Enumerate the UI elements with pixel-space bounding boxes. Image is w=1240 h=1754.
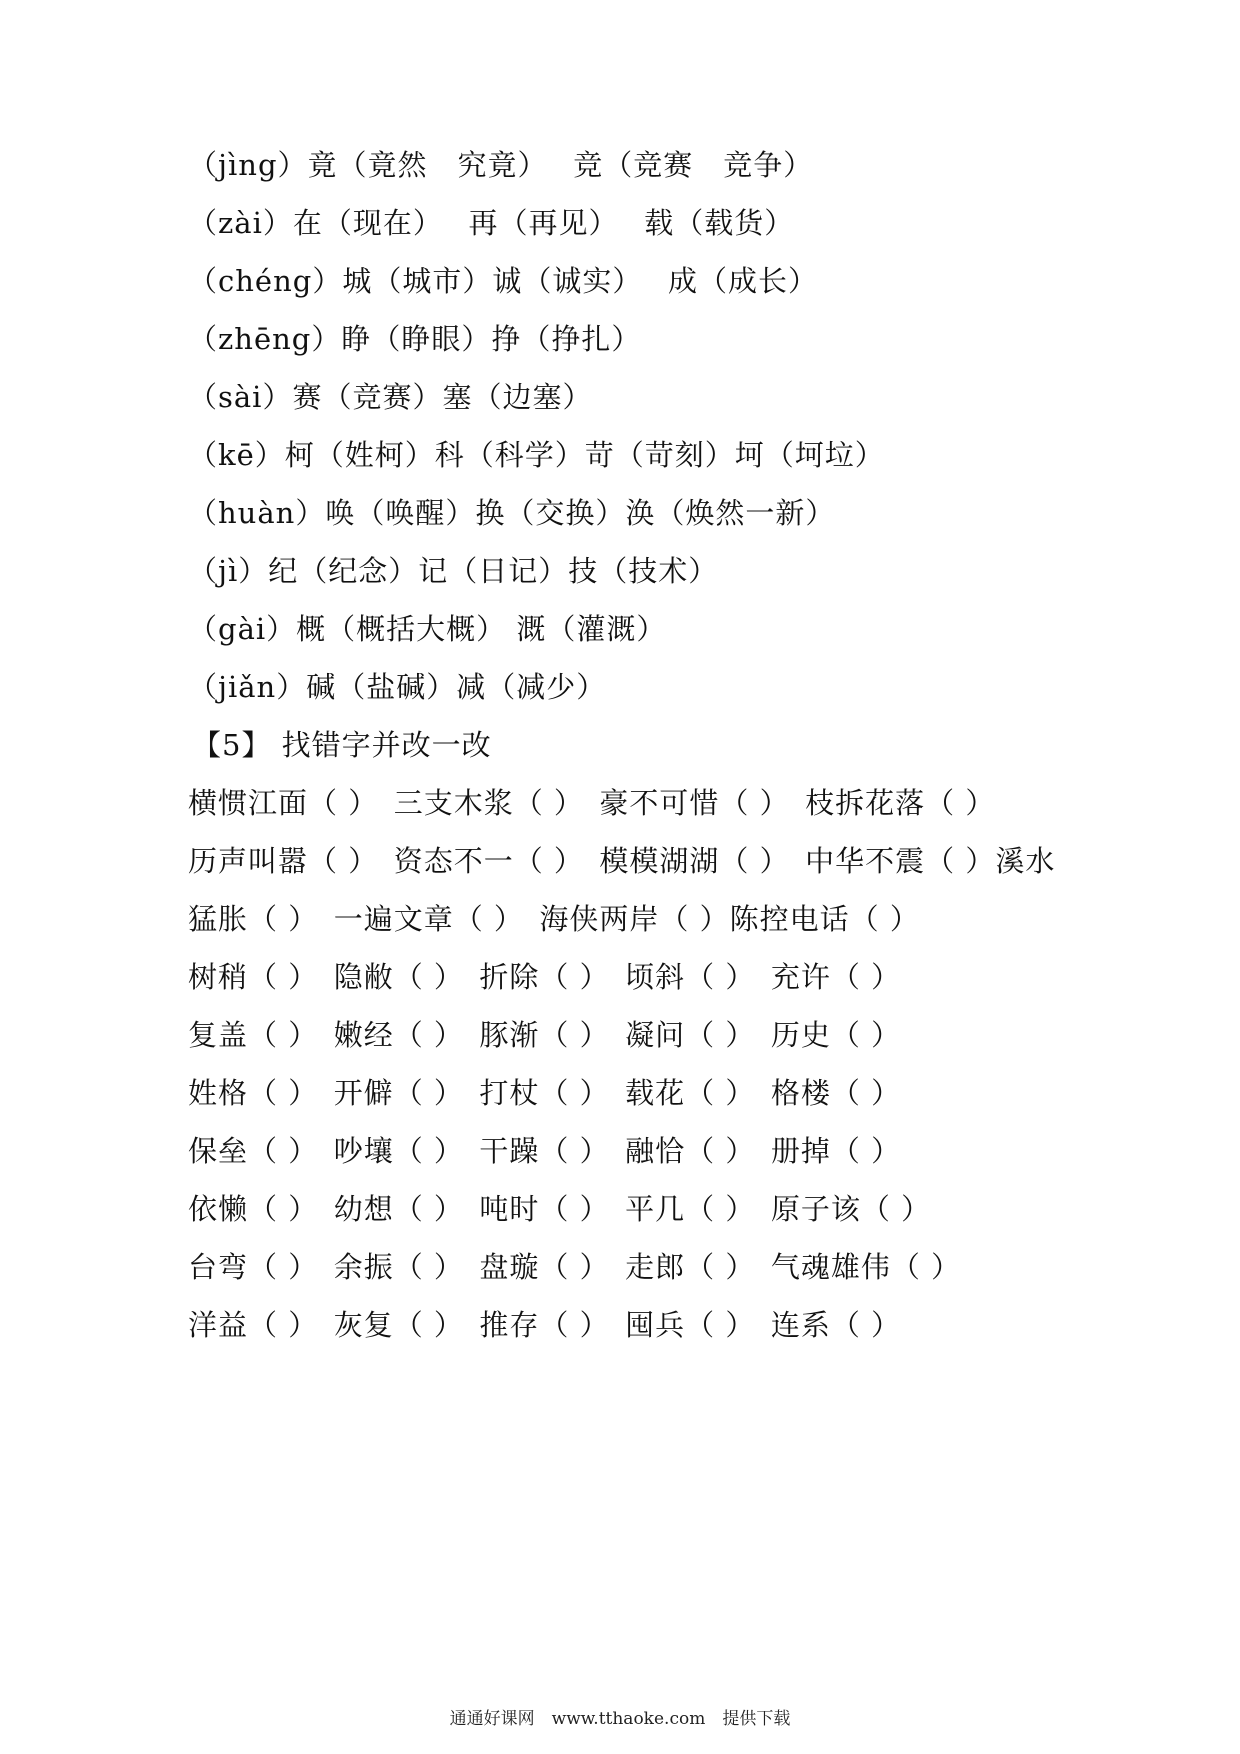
error-row: 树稍（ ） 隐敝（ ） 折除（ ） 顷斜（ ） 充许（ ） [188, 960, 902, 994]
pinyin-group-zheng: （zhēng）睁（睁眼）挣（挣扎） [188, 322, 642, 356]
page-footer: 通通好课网 www.tthaoke.com 提供下载 [449, 1709, 791, 1729]
error-row: 姓格（ ） 开僻（ ） 打杖（ ） 载花（ ） 格楼（ ） [188, 1076, 902, 1110]
error-row: 台弯（ ） 余振（ ） 盘璇（ ） 走郎（ ） 气魂雄伟（ ） [188, 1250, 962, 1284]
pinyin-group-jian: （jiǎn）碱（盐碱）减（减少） [188, 670, 607, 704]
pinyin-group-ke: （kē）柯（姓柯）科（科学）苛（苛刻）坷（坷垃） [188, 438, 885, 472]
error-row: 复盖（ ） 嫩经（ ） 豚渐（ ） 凝问（ ） 历史（ ） [188, 1018, 902, 1052]
error-row: 历声叫嚣（ ） 资态不一（ ） 模模湖湖（ ） 中华不震（ ）溪水 [188, 844, 1056, 878]
error-row: 依懒（ ） 幼想（ ） 吨时（ ） 平几（ ） 原子该（ ） [188, 1192, 932, 1226]
pinyin-group-jing: （jìng）竟（竟然 究竟） 竞（竞赛 竞争） [188, 148, 814, 182]
pinyin-group-cheng: （chéng）城（城市）诚（诚实） 成（成长） [188, 264, 819, 298]
pinyin-group-ji: （jì）纪（纪念）记（日记）技（技术） [188, 554, 719, 588]
pinyin-group-zai: （zài）在（现在） 再（再见） 载（载货） [188, 206, 795, 240]
pinyin-group-sai: （sài）赛（竞赛）塞（边塞） [188, 380, 593, 414]
error-row: 猛胀（ ） 一遍文章（ ） 海侠两岸（ ）陈控电话（ ） [188, 902, 920, 936]
pinyin-group-huan: （huàn）唤（唤醒）换（交换）涣（焕然一新） [188, 496, 836, 530]
error-row: 保垒（ ） 吵壤（ ） 干躁（ ） 融恰（ ） 册掉（ ） [188, 1134, 902, 1168]
error-row: 洋益（ ） 灰复（ ） 推存（ ） 囤兵（ ） 连系（ ） [188, 1308, 902, 1342]
pinyin-group-gai: （gài）概（概括大概） 溉（灌溉） [188, 612, 667, 646]
error-row: 横惯江面（ ） 三支木浆（ ） 豪不可惜（ ） 枝拆花落（ ） [188, 786, 996, 820]
section-heading: 【5】 找错字并改一改 [192, 728, 492, 762]
